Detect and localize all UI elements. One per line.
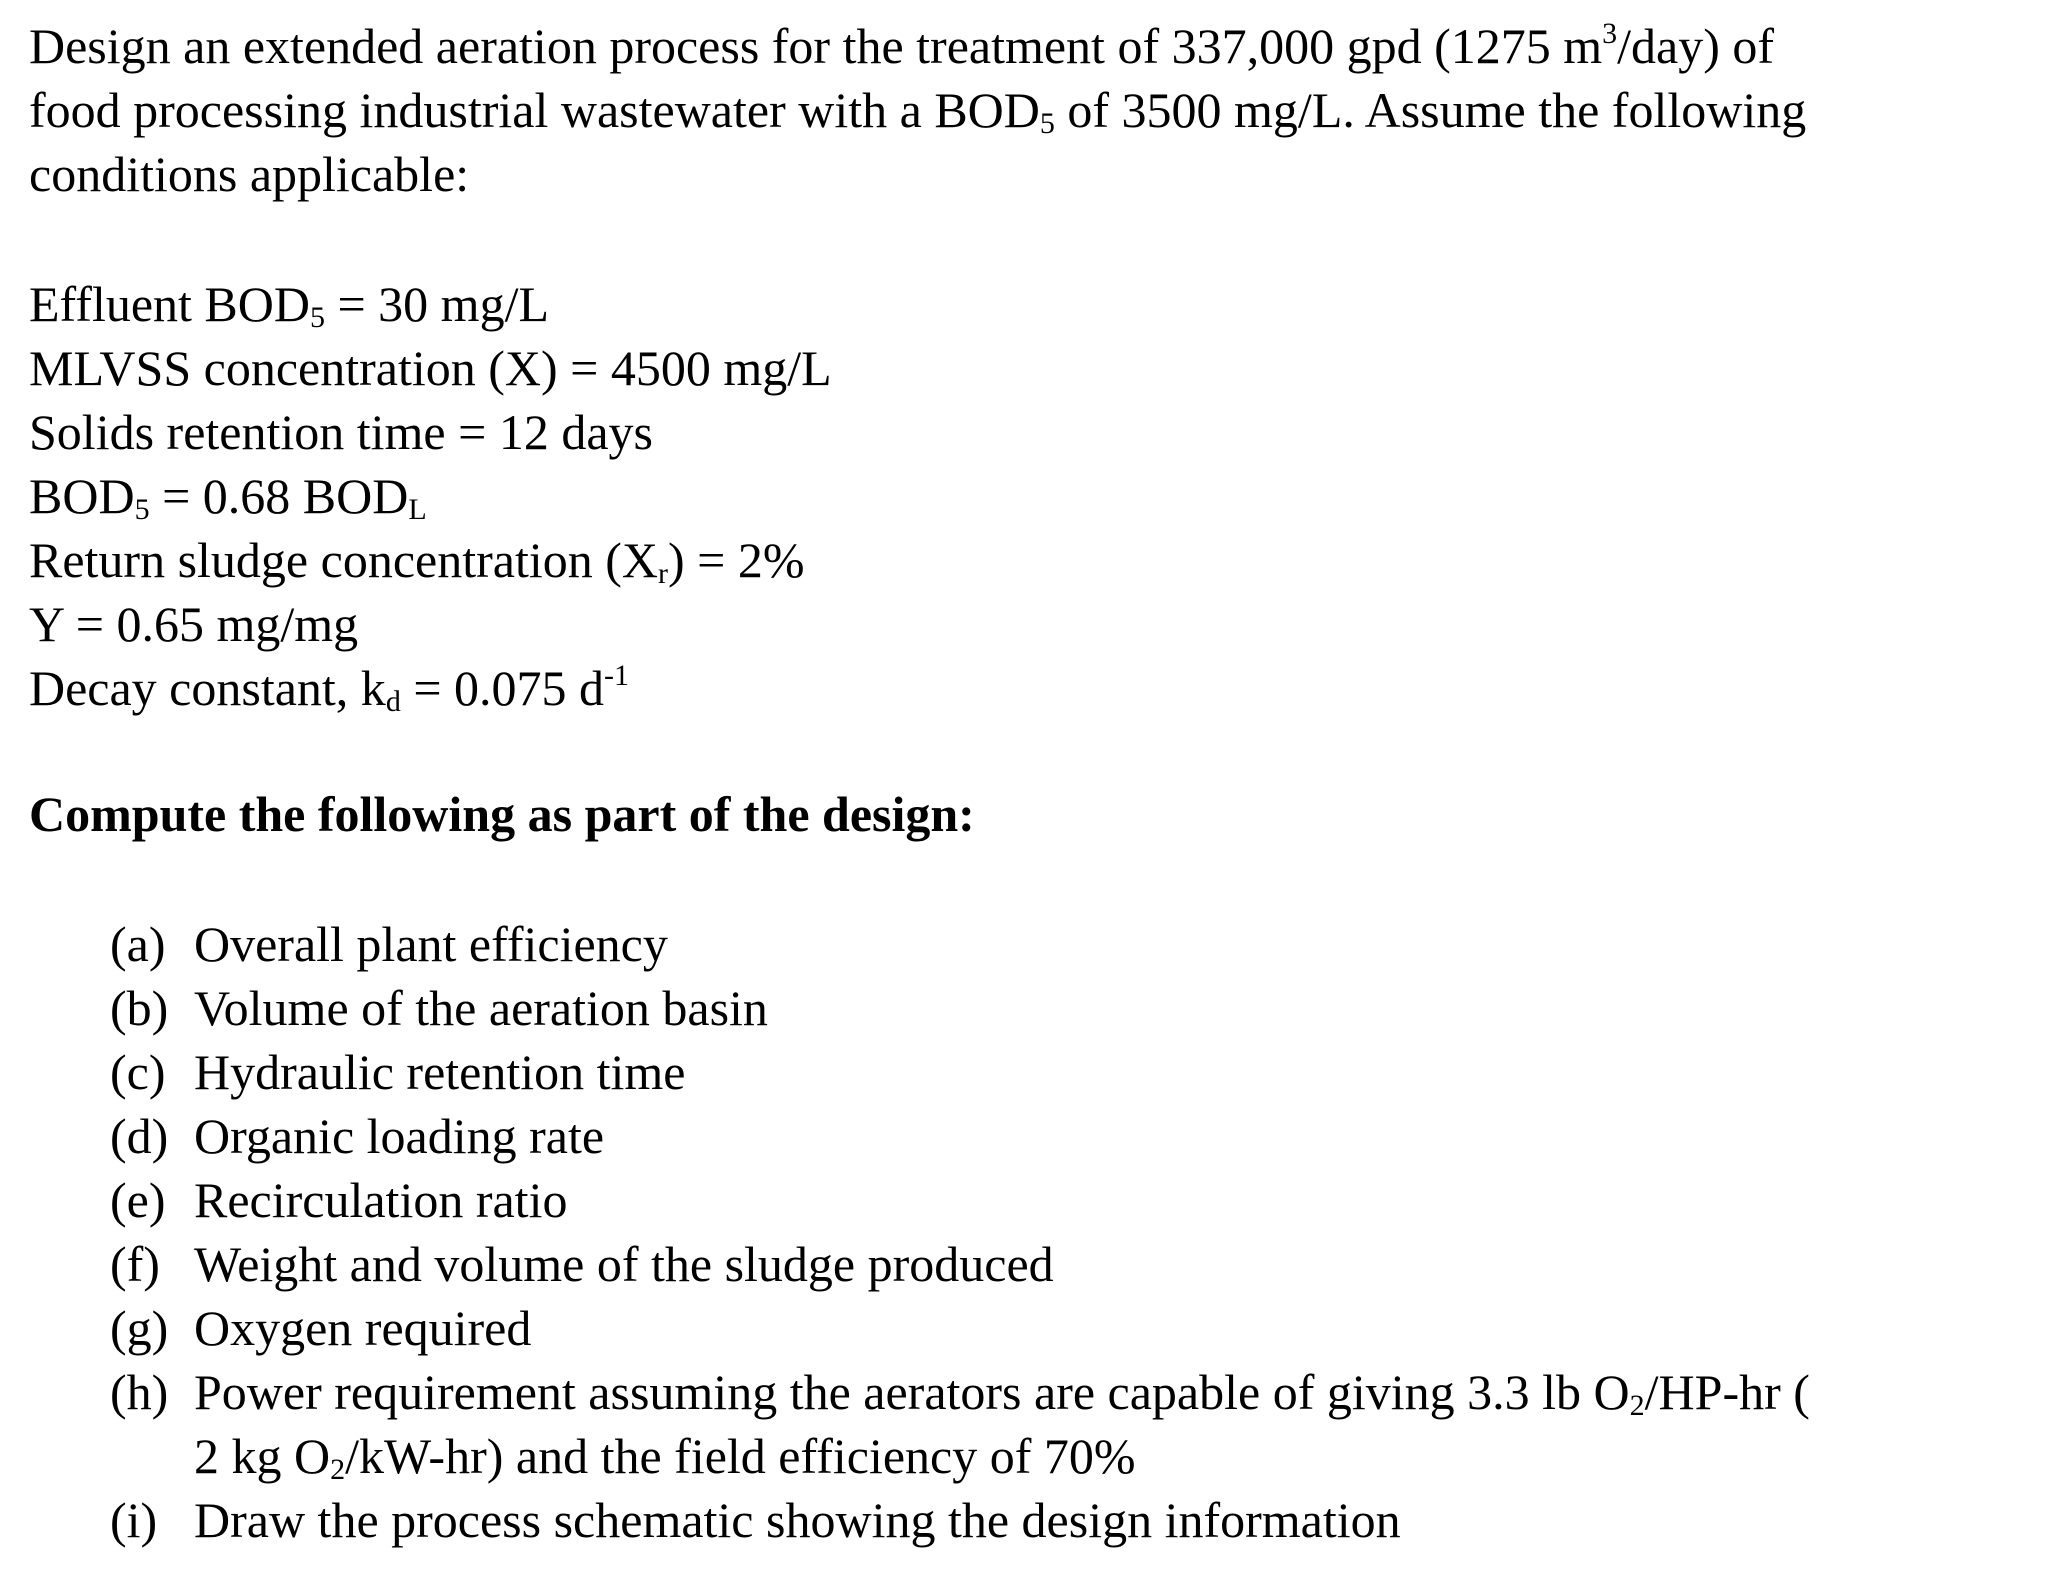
task-item-i: (i) Draw the process schematic showing the design information [110,1492,1401,1548]
condition-return-sludge: Return sludge concentration $(X_r) = 2\%$ [29,532,805,590]
condition-effluent-bod: Effluent $BOD_5 = 30$ mg/L [29,276,550,334]
condition-bod-ratio: $BOD_5 = 0.68$ $BOD_L$ [29,468,427,526]
task-h-line-2: 2 kg $O_2/kW-hr$) and the field efficiency of 70% [194,1428,1136,1486]
statement-line-2: food processing industrial wastewater with a $BOD_5$ of 3500 mg/L. Assume the following [29,82,1807,140]
statement-line-3: conditions applicable: [29,146,470,202]
design-conditions [29,272,832,720]
task-item-f: (f) Weight and volume of the sludge produced [110,1236,1054,1292]
task-h-line-1: Power requirement assuming the aerators are capable of giving 3.3 lb $O_2/HP-hr$ ( [194,1364,1810,1422]
task-item-c: (c) Hydraulic retention time [110,1044,686,1100]
task-item-h: (h) Power requirement assuming the aerators are capable of giving 3.3 lb $O_2/HP-hr$ ( 2 kg $O_2/kW-hr$) and the field efficiency of 70% [110,1360,1810,1488]
task-item-d: (d) Organic loading rate [110,1108,605,1164]
condition-srt: Solids retention time = 12 days [29,404,653,460]
section-heading: Compute the following as part of the design: [29,786,975,842]
condition-mlvss: MLVSS concentration (X) = 4500 mg/L [29,340,832,396]
condition-yield: Y = 0.65 mg/mg [29,596,359,652]
statement-line-1: Design an extended aeration process for the treatment of 337,000 gpd (1275 $m^3/day$) of [29,17,1775,74]
condition-decay: Decay constant, $k_d = 0.075$ $d^{-1}$ [29,659,630,718]
task-item-e: (e) Recirculation ratio [110,1172,568,1228]
task-item-g: (g) Oxygen required [110,1300,532,1356]
task-list [110,912,1810,1552]
task-item-b: (b) Volume of the aeration basin [110,980,768,1036]
problem-statement [29,14,2029,206]
task-item-a: (a) Overall plant efficiency [110,916,668,972]
